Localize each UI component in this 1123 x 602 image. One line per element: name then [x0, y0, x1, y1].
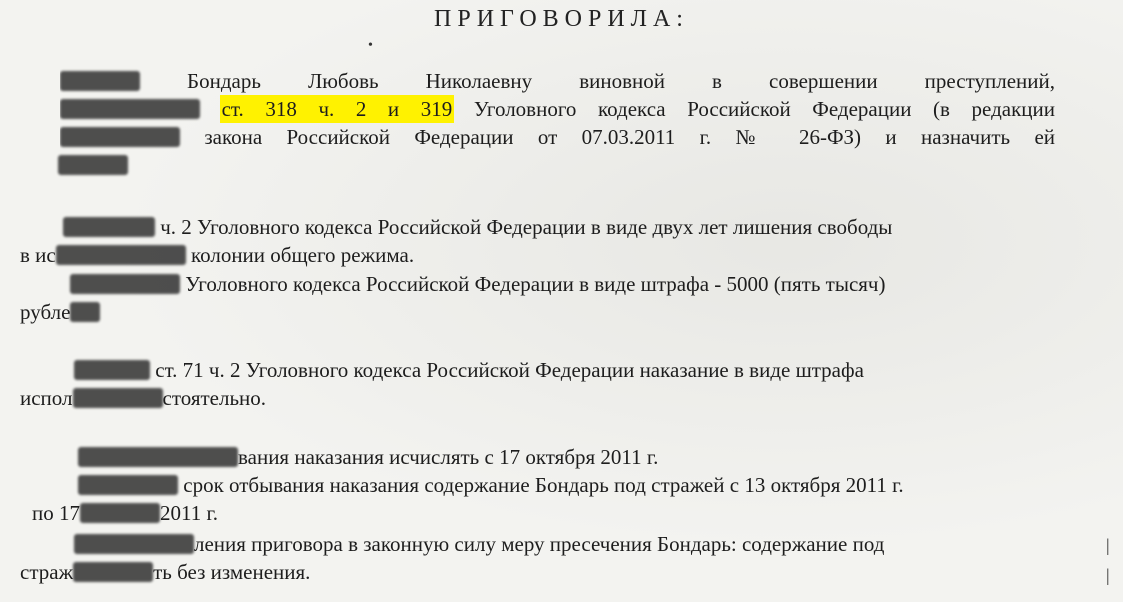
verdict-line-2: Уголовного кодекса Российской Федерации (в редакции — [473, 97, 1055, 121]
redaction-mark — [56, 245, 186, 265]
preventive-measure-line-1: ления приговора в законную силу меру пресечения Бондарь: содержание под — [194, 532, 885, 556]
redaction-mark — [80, 503, 160, 523]
redaction-mark — [78, 447, 238, 467]
document-title: ПРИГОВОРИЛА: — [434, 6, 689, 32]
redaction-mark — [60, 99, 200, 119]
redaction-mark — [74, 534, 194, 554]
redaction-mark — [58, 155, 128, 175]
redaction-mark — [73, 388, 163, 408]
scan-speck: | — [1106, 535, 1110, 555]
paragraph-article-71: ст. 71 ч. 2 Уголовного кодекса Российской Федерации наказание в виде штрафа испол стоятельно. — [20, 358, 864, 410]
paragraph-detention-credit: срок отбывания наказания содержание Бондарь под стражей с 13 октября 2011 г. по 17 2011 г. — [32, 473, 904, 525]
redaction-mark — [60, 127, 180, 147]
paragraph-article-318: ч. 2 Уголовного кодекса Российской Федерации в виде двух лет лишения свободы в ис колонии общего режима. — [20, 215, 893, 267]
redaction-mark — [63, 217, 155, 237]
verdict-line-3: закона Российской Федерации от 07.03.2011 г. № 26-ФЗ) и назначить ей — [204, 125, 1055, 149]
verdict-line-1: Бондарь Любовь Николаевну виновной в совершении преступлений, — [187, 69, 1055, 93]
detention-credit-line-2: 2011 г. — [160, 501, 218, 525]
redaction-mark — [70, 302, 100, 322]
article-71-line-2: стоятельно. — [162, 386, 267, 410]
scan-speck: | — [1106, 565, 1110, 585]
paragraph-verdict — [60, 67, 1055, 179]
redaction-mark — [74, 360, 150, 380]
paragraph-preventive-measure: ления приговора в законную силу меру пресечения Бондарь: содержание под страж ть без изменения. — [20, 532, 885, 584]
article-318-line-1: ч. 2 Уголовного кодекса Российской Федерации в виде двух лет лишения свободы — [160, 215, 893, 239]
article-71-line-1: ст. 71 ч. 2 Уголовного кодекса Российской Федерации наказание в виде штрафа — [155, 358, 864, 382]
redaction-mark — [70, 274, 180, 294]
redaction-mark — [78, 475, 178, 495]
detention-credit-line-1: срок отбывания наказания содержание Бондарь под стражей с 13 октября 2011 г. — [183, 473, 904, 497]
article-319-line-1: Уголовного кодекса Российской Федерации в виде штрафа - 5000 (пять тысяч) — [185, 272, 886, 296]
paragraph-article-319: Уголовного кодекса Российской Федерации в виде штрафа - 5000 (пять тысяч) рубле — [20, 272, 886, 324]
article-318-line-2: колонии общего режима. — [190, 243, 415, 267]
scan-speck: • — [368, 38, 373, 53]
preventive-measure-line-2: ть без изменения. — [153, 560, 311, 584]
highlighted-article-reference: ст. 318 ч. 2 и 319 — [221, 97, 453, 121]
sentence-start-line: вания наказания исчислять с 17 октября 2011 г. — [238, 445, 659, 469]
redaction-mark — [73, 562, 153, 582]
redaction-mark — [60, 71, 140, 91]
paragraph-sentence-start — [60, 443, 1055, 471]
